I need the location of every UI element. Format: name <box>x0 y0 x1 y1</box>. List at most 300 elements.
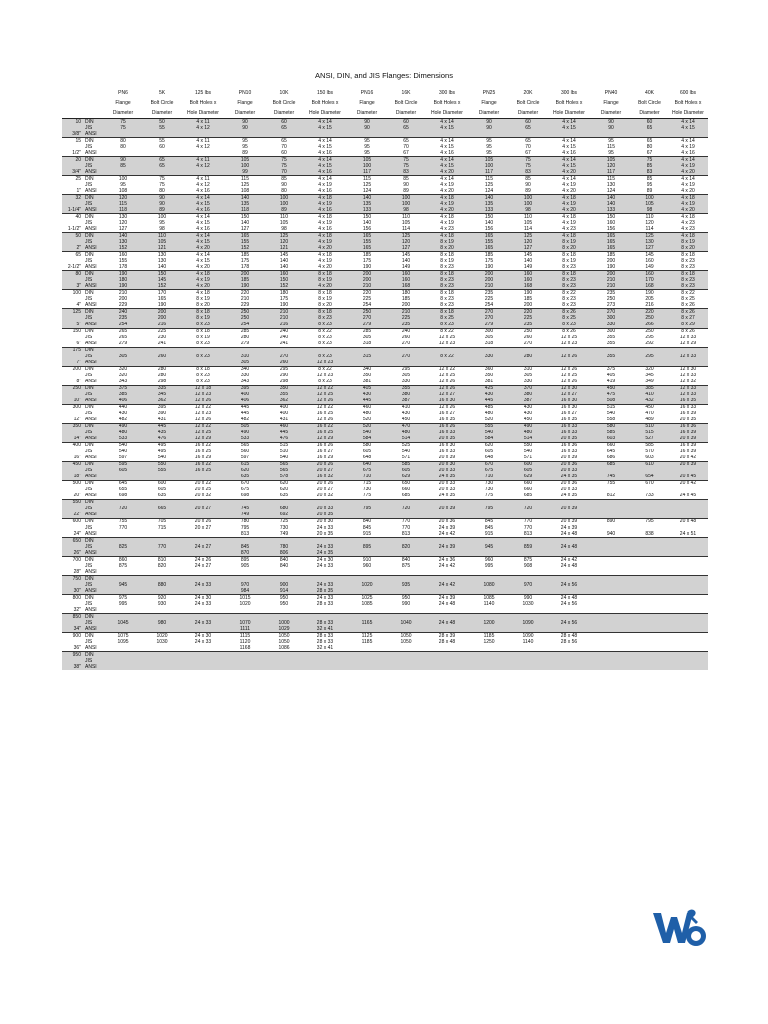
table-cell: 4 x 14 <box>181 195 225 202</box>
table-cell: 178 <box>240 264 250 270</box>
table-cell: 24 x 33 <box>194 639 212 645</box>
table-cell: 254 <box>484 302 494 308</box>
table-cell: 795 <box>362 505 372 512</box>
table-cell: 410 <box>645 391 654 398</box>
table-cell: 387 <box>523 397 533 404</box>
nominal-size: 24" <box>73 531 81 537</box>
table-cell: 489 <box>645 416 654 423</box>
table-cell: 749 <box>240 511 250 518</box>
table-cell: 12 x 26 <box>560 378 578 385</box>
table-cell: 124 <box>484 188 494 194</box>
nominal-size: 10" <box>73 397 81 404</box>
table-cell: 8 x 23 <box>562 277 576 283</box>
table-cell: 4 x 15 <box>681 125 695 131</box>
table-cell: 580 <box>347 442 387 449</box>
table-cell: 24 x 30 <box>303 557 347 564</box>
table-cell: 250 <box>240 315 250 321</box>
table-cell: 90 <box>242 125 248 131</box>
table-cell: 725 <box>265 518 303 525</box>
nominal-size: 30" <box>73 588 81 594</box>
table-cell: 880 <box>157 582 167 588</box>
table-cell: 605 <box>523 467 533 474</box>
table-cell: 16 x 29 <box>316 454 334 461</box>
table-cell: 135 <box>240 201 250 207</box>
table-cell: 4 x 19 <box>440 182 454 188</box>
table-cell: 555 <box>157 467 167 474</box>
table-cell: 12 x 23 <box>194 410 212 417</box>
table-cell: 250 <box>606 296 616 302</box>
table-cell: 95 <box>646 182 653 188</box>
table-cell: 490 <box>509 423 547 430</box>
table-cell: 1165 <box>361 620 373 626</box>
standard-label: JIS <box>85 448 93 455</box>
standard-label: DIN <box>84 538 103 545</box>
table-cell: 4 x 19 <box>318 239 332 245</box>
table-cell: 330 <box>240 372 250 379</box>
table-cell: 970 <box>240 582 250 588</box>
table-cell: 4 x 16 <box>318 188 332 194</box>
standard-label: JIS <box>85 201 93 207</box>
table-cell: 8 x 29 <box>681 321 695 327</box>
table-cell: 1045 <box>117 620 129 626</box>
table-cell: 65 <box>509 138 547 145</box>
table-cell: 24 x 48 <box>438 620 456 626</box>
table-cell: 20 x 27 <box>194 525 212 531</box>
table-cell: 85 <box>509 176 547 183</box>
table-cell: 770 <box>157 544 167 550</box>
table-cell: 495 <box>157 448 167 455</box>
table-cell: 83 <box>403 169 409 175</box>
nominal-size: 20 <box>62 157 84 164</box>
table-cell: 8 x 25 <box>681 296 695 302</box>
table-cell: 16 x 33 <box>438 448 456 455</box>
table-cell: 4 x 20 <box>562 188 576 194</box>
standard-label: ANSI <box>85 645 97 651</box>
table-cell: 16 x 30 <box>425 442 469 449</box>
table-cell: 355 <box>279 391 289 398</box>
table-cell: 117 <box>363 169 371 175</box>
table-cell: 295 <box>265 366 303 373</box>
table-cell: 560 <box>240 448 250 455</box>
table-cell: 820 <box>157 563 167 569</box>
table-cell: 105 <box>523 220 533 226</box>
table-cell: 200 <box>469 271 509 278</box>
table-cell: 840 <box>279 563 289 569</box>
table-cell: 295 <box>645 353 654 360</box>
table-cell: 318 <box>362 340 372 347</box>
table-cell: 4 x 23 <box>681 226 695 232</box>
table-cell: 8 x 23 <box>318 353 332 360</box>
nominal-size: 1/2" <box>72 150 81 156</box>
table-cell: 180 <box>265 290 303 297</box>
table-cell: 685 <box>523 492 533 499</box>
standard-label: JIS <box>85 525 93 531</box>
table-cell: 90 <box>347 119 387 126</box>
standard-label: JIS <box>85 505 93 512</box>
table-cell: 4 x 20 <box>681 169 695 175</box>
table-cell: 597 <box>118 454 128 461</box>
table-cell: 4 x 23 <box>681 220 695 226</box>
table-cell: 660 <box>401 486 411 493</box>
table-cell: 90 <box>403 182 409 188</box>
table-cell: 180 <box>387 290 425 297</box>
table-cell: 273 <box>606 302 616 308</box>
table-cell: 540 <box>401 448 411 455</box>
table-cell: 4 x 18 <box>425 214 469 221</box>
table-cell: 305 <box>523 372 533 379</box>
table-cell: 185 <box>591 252 631 259</box>
standard-label: DIN <box>84 195 103 202</box>
nominal-size: 32" <box>73 607 81 613</box>
table-cell: 250 <box>347 309 387 316</box>
table-cell: 240 <box>279 334 289 341</box>
standard-label: JIS <box>85 391 93 398</box>
table-cell: 65 <box>631 138 668 145</box>
table-cell: 410 <box>387 404 425 411</box>
table-cell: 585 <box>606 429 616 436</box>
table-cell: 8 x 23 <box>562 321 576 327</box>
table-cell: 24 x 35 <box>316 550 334 556</box>
table-cell: 310 <box>240 353 250 360</box>
table-cell: 24 x 33 <box>316 544 334 550</box>
table-cell: 120 <box>606 163 616 169</box>
table-cell: 4 x 15 <box>562 163 576 169</box>
nominal-size: 12" <box>73 416 81 423</box>
table-cell: 1050 <box>278 639 290 645</box>
table-cell: 95 <box>159 220 165 226</box>
table-cell: 720 <box>523 505 533 512</box>
table-cell: 585 <box>631 442 668 449</box>
table-cell: 95 <box>486 150 492 156</box>
standard-label: DIN <box>84 480 103 487</box>
nominal-size: 125 <box>62 309 84 316</box>
table-cell: 8 x 18 <box>668 271 708 278</box>
table-cell: 16 x 30 <box>438 397 456 404</box>
table-cell: 605 <box>401 467 411 474</box>
table-cell: 845 <box>362 525 372 531</box>
table-cell: 362 <box>157 397 167 404</box>
table-cell: 95 <box>591 138 631 145</box>
table-cell: 4 x 15 <box>440 125 454 131</box>
nominal-size: 10 <box>62 119 84 126</box>
table-cell: 4 x 19 <box>440 220 454 226</box>
table-cell: 570 <box>645 448 654 455</box>
table-cell: 514 <box>401 435 411 442</box>
table-cell: 28 x 33 <box>303 633 347 640</box>
table-cell: 60 <box>265 119 303 126</box>
table-cell: 12 x 25 <box>560 334 578 341</box>
standard-label: JIS <box>85 639 93 645</box>
table-cell: 235 <box>118 315 128 321</box>
table-cell: 90 <box>159 201 165 207</box>
column-header: Bolt Circle <box>272 100 296 106</box>
table-cell: 610 <box>631 461 668 468</box>
table-cell: 90 <box>591 119 631 126</box>
table-cell: 995 <box>118 601 128 607</box>
table-cell: 110 <box>265 214 303 221</box>
table-cell: 859 <box>523 544 533 550</box>
table-cell: 1185 <box>361 639 373 645</box>
table-cell: 200 <box>118 296 128 302</box>
table-cell: 80 <box>120 144 126 150</box>
table-cell: 130 <box>645 239 654 245</box>
table-cell: 100 <box>484 163 494 169</box>
table-cell: 555 <box>469 423 509 430</box>
table-cell: 505 <box>225 423 265 430</box>
table-cell: 110 <box>143 233 181 240</box>
table-cell: 279 <box>484 321 494 327</box>
table-cell: 305 <box>484 334 494 341</box>
table-cell: 810 <box>143 557 181 564</box>
table-cell: 95 <box>608 150 614 156</box>
table-cell: 795 <box>484 505 494 512</box>
standard-label: ANSI <box>85 226 97 232</box>
table-cell: 300 <box>591 328 631 335</box>
table-cell: 28 x 48 <box>438 639 456 645</box>
table-cell: 20 x 27 <box>194 505 212 512</box>
table-cell: 124 <box>362 188 372 194</box>
table-cell: 279 <box>240 340 250 347</box>
table-cell: 520 <box>484 416 494 423</box>
column-header: PN40 <box>604 90 618 96</box>
table-cell: 650 <box>387 480 425 487</box>
table-cell: 8 x 23 <box>562 283 576 289</box>
table-cell: 114 <box>402 226 410 232</box>
table-cell: 430 <box>509 404 547 411</box>
table-cell: 60 <box>281 150 287 156</box>
table-cell: 300 <box>469 328 509 335</box>
table-cell: 710 <box>362 473 372 480</box>
table-cell: 400 <box>240 391 250 398</box>
table-cell: 8 x 22 <box>425 328 469 335</box>
table-cell: 260 <box>157 353 167 360</box>
nominal-size: 18" <box>73 473 81 480</box>
table-cell: 75 <box>103 119 143 126</box>
table-cell: 20 x 35 <box>316 531 334 537</box>
table-cell: 95 <box>347 138 387 145</box>
table-cell: 4 x 19 <box>318 182 332 188</box>
table-cell: 4 x 14 <box>547 138 591 145</box>
table-cell: 127 <box>401 245 411 251</box>
table-cell: 4 x 14 <box>668 119 708 126</box>
nominal-size: 700 <box>62 557 84 564</box>
table-cell: 8 x 19 <box>440 258 454 264</box>
table-cell: 475 <box>606 391 616 398</box>
table-cell: 343 <box>118 378 128 385</box>
table-cell: 75 <box>509 157 547 164</box>
table-cell: 4 x 16 <box>318 150 332 156</box>
table-cell: 118 <box>241 207 249 213</box>
table-cell: 12 x 29 <box>316 435 334 442</box>
table-cell: 16 x 35 <box>438 416 456 423</box>
table-cell: 140 <box>279 258 289 264</box>
table-cell: 540 <box>484 429 494 436</box>
table-cell: 32 x 41 <box>316 626 334 632</box>
table-cell: 149 <box>401 264 411 270</box>
table-cell: 4 x 20 <box>196 283 210 289</box>
table-cell: 698 <box>240 492 250 499</box>
nominal-size: 200 <box>62 366 84 373</box>
table-cell: 105 <box>469 157 509 164</box>
table-cell: 205 <box>645 296 654 302</box>
table-cell: 8 x 20 <box>440 245 454 251</box>
nominal-size: 750 <box>62 576 84 583</box>
table-cell: 225 <box>523 315 533 321</box>
table-cell: 16 x 25 <box>194 448 212 455</box>
table-cell: 12 x 26 <box>425 404 469 411</box>
table-cell: 692 <box>279 511 289 518</box>
table-cell: 240 <box>265 328 303 335</box>
table-cell: 12 x 26 <box>425 385 469 392</box>
table-cell: 8 x 23 <box>562 302 576 308</box>
table-cell: 28 x 35 <box>316 588 334 594</box>
table-cell: 127 <box>118 226 128 232</box>
table-cell: 24 x 30 <box>181 633 225 640</box>
table-cell: 125 <box>484 182 494 188</box>
table-cell: 140 <box>240 220 250 226</box>
table-cell: 20 x 27 <box>316 467 334 474</box>
table-cell: 1050 <box>400 639 412 645</box>
table-cell: 24 x 27 <box>194 563 212 569</box>
table-cell <box>347 664 387 670</box>
column-header: Diameter <box>265 108 303 119</box>
table-cell: 12 x 25 <box>194 429 212 436</box>
table-cell: 984 <box>240 588 250 594</box>
table-cell: 4 x 19 <box>681 201 695 207</box>
standard-label: ANSI <box>85 150 97 156</box>
table-cell: 8 x 18 <box>425 271 469 278</box>
table-cell: 445 <box>143 423 181 430</box>
table-cell: 945 <box>484 544 494 550</box>
table-cell: 533 <box>118 435 128 442</box>
column-header: Diameter <box>469 108 509 119</box>
table-cell: 320 <box>103 366 143 373</box>
column-header: Diameter <box>103 108 143 119</box>
table-cell: 20 x 39 <box>668 461 708 468</box>
table-cell: 160 <box>265 271 303 278</box>
table-cell: 165 <box>591 233 631 240</box>
table-cell: 730 <box>362 486 372 493</box>
table-cell: 660 <box>591 442 631 449</box>
table-cell: 8 x 23 <box>440 321 454 327</box>
table-cell: 178 <box>118 264 128 270</box>
table-cell: 83 <box>525 169 531 175</box>
table-cell: 8 x 18 <box>668 252 708 259</box>
table-cell: 8 x 18 <box>303 290 347 297</box>
table-cell: 105 <box>347 157 387 164</box>
nominal-size: 1-1/2" <box>67 226 81 232</box>
table-cell: 806 <box>279 550 289 556</box>
table-cell: 430 <box>484 391 494 398</box>
table-cell: 430 <box>523 410 533 417</box>
table-cell: 200 <box>347 271 387 278</box>
page-title: ANSI, DIN, and JIS Flanges: Dimensions <box>314 71 453 80</box>
table-cell: 125 <box>631 233 668 240</box>
nominal-size: 350 <box>62 423 84 430</box>
table-cell: 4 x 19 <box>681 182 695 188</box>
table-cell: 150 <box>143 271 181 278</box>
table-cell: 100 <box>103 176 143 183</box>
table-cell: 795 <box>631 518 668 525</box>
column-header: 600 lbs <box>679 90 697 96</box>
table-cell: 120 <box>118 220 128 226</box>
standard-label: DIN <box>84 423 103 430</box>
table-cell: 675 <box>362 467 372 474</box>
table-cell: 1085 <box>469 595 509 602</box>
table-cell: 216 <box>157 321 167 327</box>
table-cell: 930 <box>157 601 167 607</box>
table-cell: 480 <box>523 429 533 436</box>
table-cell: 8 x 26 <box>547 328 591 335</box>
table-cell <box>547 664 591 670</box>
table-cell: 990 <box>509 595 547 602</box>
column-header: Bolt Circle <box>638 100 661 106</box>
table-cell: 360 <box>469 366 509 373</box>
table-cell: 165 <box>606 245 616 251</box>
table-cell: 20 x 35 <box>560 435 578 442</box>
table-cell: 4 x 20 <box>318 264 332 270</box>
table-cell: 4 x 19 <box>318 201 332 207</box>
table-cell: 295 <box>387 366 425 373</box>
table-cell: 12 x 22 <box>181 423 225 430</box>
table-cell: 330 <box>606 321 616 327</box>
table-cell: 98 <box>403 207 409 213</box>
standard-label: JIS <box>85 486 93 493</box>
table-cell: 908 <box>523 563 533 569</box>
table-cell: 160 <box>645 258 654 264</box>
table-cell: 118 <box>119 207 127 213</box>
table-cell: 16 x 35 <box>679 397 697 404</box>
table-cell: 8 x 18 <box>547 252 591 259</box>
table-cell: 16 x 30 <box>560 397 578 404</box>
column-header: Bolt Holes x <box>311 100 339 106</box>
table-cell: 24 x 48 <box>560 563 578 569</box>
table-cell: 24 x 42 <box>438 582 456 588</box>
table-cell: 350 <box>362 372 372 379</box>
nominal-size: 4" <box>76 302 81 308</box>
table-cell: 550 <box>509 442 547 449</box>
table-cell: 12 x 26 <box>316 397 334 404</box>
table-cell: 155 <box>240 239 250 245</box>
table-cell: 8 x 26 <box>681 302 695 308</box>
table-cell: 670 <box>225 480 265 487</box>
table-cell: 485 <box>469 404 509 411</box>
table-cell: 770 <box>387 518 425 525</box>
table-cell: 4 x 18 <box>668 195 708 202</box>
nominal-size: 34" <box>73 626 81 632</box>
table-cell: 710 <box>484 473 494 480</box>
table-cell: 395 <box>225 385 265 392</box>
table-cell: 8 x 19 <box>318 296 332 302</box>
table-cell: 8 x 23 <box>681 258 695 264</box>
standard-label: JIS <box>85 658 93 664</box>
standard-label: ANSI <box>85 531 97 537</box>
table-cell: 350 <box>484 372 494 379</box>
table-cell: 240 <box>103 309 143 316</box>
table-cell: 260 <box>279 359 289 366</box>
standard-label: JIS <box>85 182 93 188</box>
table-cell: 80 <box>646 144 653 150</box>
column-header: 16K <box>401 90 411 96</box>
table-cell: 4 x 14 <box>181 214 225 221</box>
table-cell: 250 <box>509 328 547 335</box>
table-cell: 16 x 27 <box>438 410 456 417</box>
table-cell: 8 x 19 <box>196 315 210 321</box>
table-cell: 780 <box>225 518 265 525</box>
table-cell: 515 <box>265 442 303 449</box>
nominal-size: 36" <box>73 645 81 651</box>
table-cell: 225 <box>484 296 494 302</box>
